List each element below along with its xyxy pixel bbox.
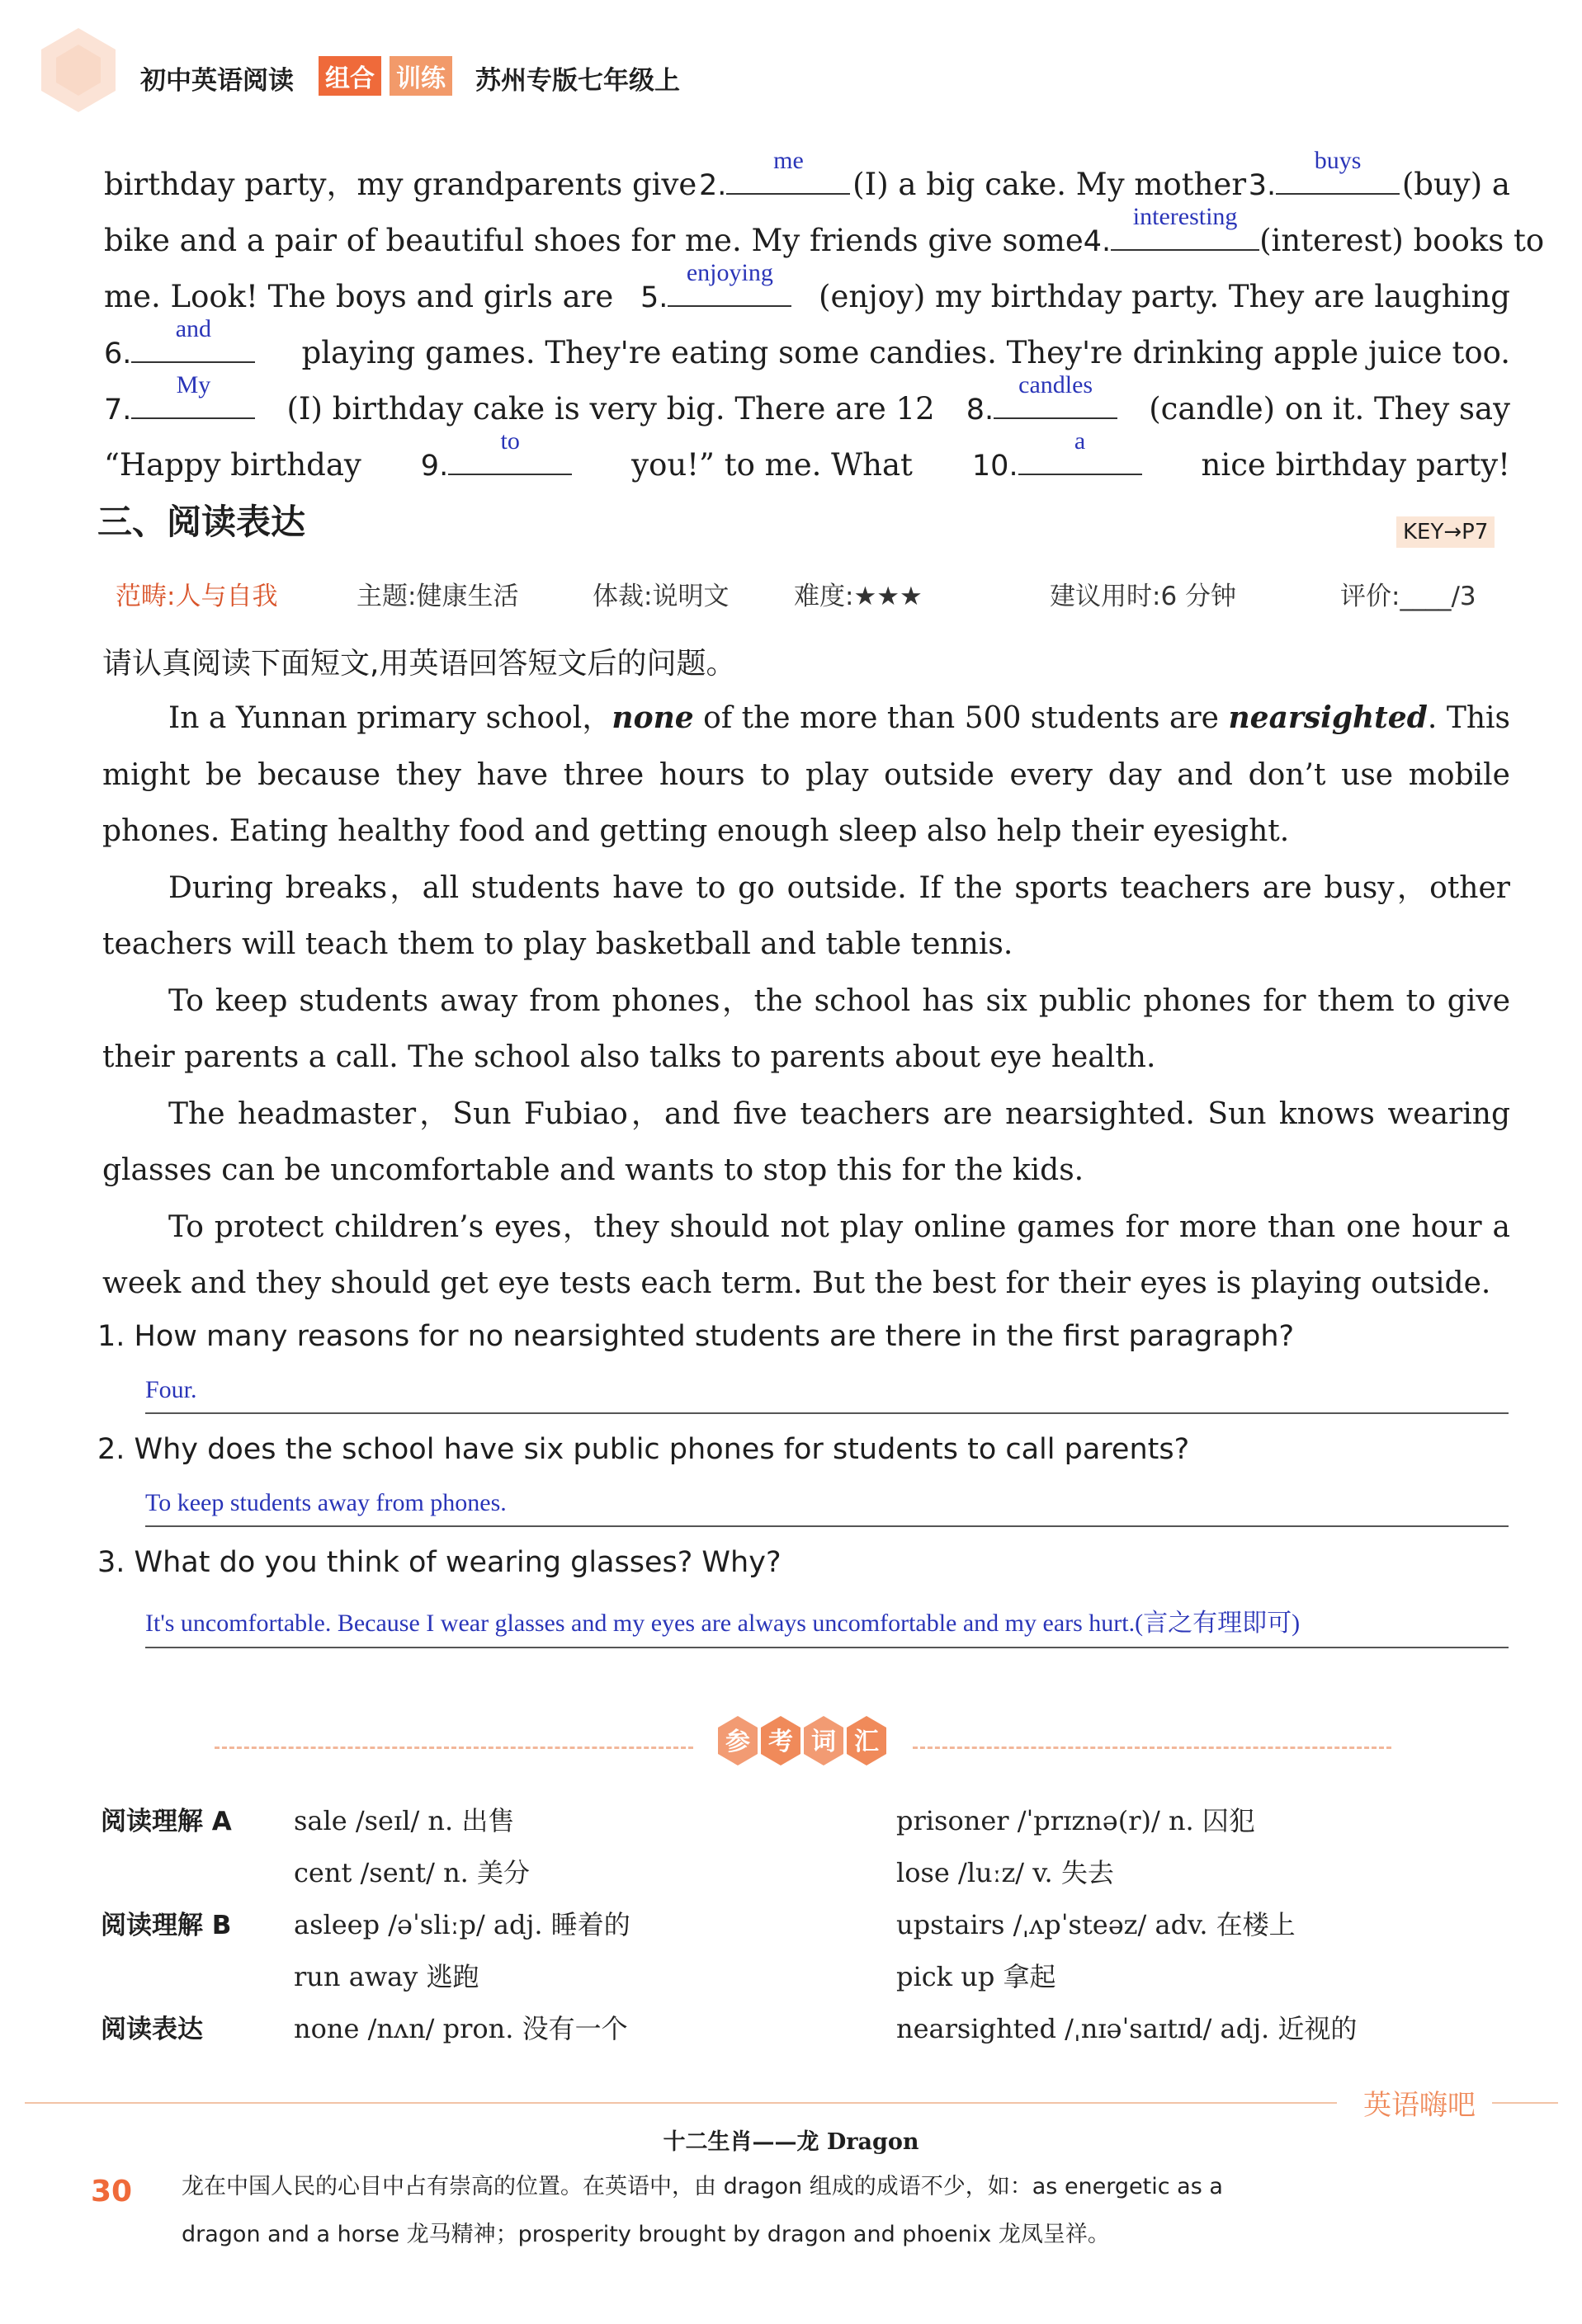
vocab-title-badge bbox=[715, 1714, 890, 1770]
blank-10 bbox=[1018, 427, 1142, 475]
blank-number: 5. bbox=[640, 281, 668, 314]
vocab-entry: prisoner /ˈprɪznə(r)/ n. 囚犯 bbox=[896, 1805, 1255, 1836]
vocab-entry: none /nʌn/ pron. 没有一个 bbox=[294, 2013, 628, 2044]
answer-8: candles bbox=[1018, 371, 1093, 398]
cloze-text: nice birthday party! bbox=[1201, 447, 1510, 483]
keyword-nearsighted: nearsighted bbox=[1228, 700, 1428, 735]
blank-number: 8. bbox=[966, 394, 994, 427]
note-text: 组成的成语不少，如： bbox=[802, 2174, 1032, 2199]
vocab-title-char: 词 bbox=[811, 1728, 836, 1756]
note-text: 龙凤呈祥。 bbox=[991, 2222, 1110, 2247]
cloze-text: bike and a pair of beautiful shoes for me. My friends give some bbox=[104, 223, 1084, 258]
meta-theme: 主题:健康生活 bbox=[357, 582, 519, 611]
cloze-line-6 bbox=[104, 427, 1510, 483]
answer-5: enjoying bbox=[686, 259, 773, 286]
vocab-title-char: 参 bbox=[725, 1728, 750, 1756]
cloze-line-2 bbox=[104, 203, 1545, 258]
instruction: 请认真阅读下面短文,用英语回答短文后的问题。 bbox=[102, 647, 736, 681]
answer-line-1[interactable]: Four. bbox=[145, 1376, 1509, 1414]
answer-line-3[interactable]: It's uncomfortable. Because I wear glasses and my eyes are always uncomfortable and my ears hurt.(言之有理即可) bbox=[145, 1602, 1509, 1648]
paragraph-text: In a Yunnan primary school， bbox=[168, 701, 612, 735]
cloze-text: (I) a big cake. My mother bbox=[852, 167, 1247, 202]
vocab-divider-right bbox=[913, 1747, 1391, 1749]
cloze-text: “Happy birthday bbox=[104, 447, 361, 483]
blank-2 bbox=[726, 147, 850, 195]
meta-genre: 体裁:说明文 bbox=[593, 582, 730, 611]
vocab-entry: nearsighted /ˌnɪəˈsaɪtɪd/ adj. 近视的 bbox=[896, 2013, 1358, 2044]
cloze-text: (candle) on it. They say bbox=[1149, 391, 1510, 427]
note-text: prosperity brought by dragon and phoenix bbox=[517, 2222, 992, 2247]
blank-6 bbox=[131, 315, 255, 363]
question-3: 3. What do you think of wearing glasses? Why? bbox=[97, 1546, 782, 1579]
vocab-entry: run away 逃跑 bbox=[294, 1961, 479, 1992]
blank-9 bbox=[448, 427, 572, 475]
cloze-text: (enjoy) my birthday party. They are laughing bbox=[819, 279, 1510, 314]
note-text: dragon and a horse bbox=[182, 2222, 400, 2247]
footer-brand: 英语嗨吧 bbox=[1363, 2089, 1476, 2122]
meta-domain: 范畴:人与自我 bbox=[116, 582, 278, 611]
blank-number: 2. bbox=[699, 169, 727, 202]
page-number: 30 bbox=[91, 2175, 133, 2209]
paragraph-5: To protect children’s eyes，they should not play online games for more than one hour a week and they should get eye tests each term. But the best for their eyes is playing outside. bbox=[102, 1209, 1510, 1300]
vocab-entry: lose /luːz/ v. 失去 bbox=[896, 1857, 1114, 1888]
vocab-divider-left bbox=[215, 1747, 693, 1749]
blank-number: 7. bbox=[104, 394, 132, 427]
cloze-text: you!” to me. What bbox=[631, 447, 913, 483]
cloze-text: (interest) books to bbox=[1259, 223, 1545, 258]
section-title: 三、阅读表达 bbox=[97, 502, 306, 542]
note-text: 龙马精神； bbox=[399, 2222, 518, 2247]
reading-passage bbox=[102, 690, 1510, 1313]
answer-2: me bbox=[773, 147, 804, 174]
vocab-title-char: 汇 bbox=[854, 1728, 879, 1756]
cloze-line-4 bbox=[104, 315, 1510, 370]
cloze-text: birthday party，my grandparents give bbox=[104, 167, 697, 202]
title-tag-training: 训练 bbox=[390, 56, 452, 96]
cloze-line-5 bbox=[104, 371, 1510, 427]
vocab-entry: pick up 拿起 bbox=[896, 1961, 1056, 1992]
cloze-text: playing games. They're eating some candies. They're drinking apple juice too. bbox=[301, 335, 1510, 370]
paragraph-1 bbox=[102, 690, 1510, 860]
answer-10: a bbox=[1074, 427, 1086, 455]
question-1: 1. How many reasons for no nearsighted students are there in the first paragraph? bbox=[97, 1320, 1295, 1353]
blank-7 bbox=[131, 371, 255, 419]
answer-4: interesting bbox=[1132, 203, 1238, 230]
cloze-text: me. Look! The boys and girls are bbox=[104, 279, 614, 314]
paragraph-2: During breaks，all students have to go outside. If the sports teachers are busy，other teachers will teach them to play basketball and table tennis. bbox=[102, 870, 1510, 961]
cloze-line-3 bbox=[104, 259, 1510, 314]
blank-4 bbox=[1111, 203, 1259, 251]
answer-3: buys bbox=[1314, 147, 1362, 174]
vocab-label-a: 阅读理解 A bbox=[101, 1807, 232, 1836]
book-title: 初中英语阅读 bbox=[140, 66, 294, 96]
header-hexagon-decoration bbox=[33, 25, 124, 115]
paragraph-text: . This might be because they have three hours to play outside every day and don’t use mobile phones. Eating healthy food and getting enough sleep also help their eyesight. bbox=[102, 701, 1510, 848]
answer-line-2[interactable]: To keep students away from phones. bbox=[145, 1489, 1509, 1527]
footer-rule bbox=[25, 2102, 1337, 2104]
vocab-entry: sale /seɪl/ n. 出售 bbox=[294, 1805, 515, 1836]
blank-number: 6. bbox=[104, 337, 132, 370]
vocab-title-char: 考 bbox=[768, 1728, 793, 1756]
zodiac-title: 十二生肖——龙 Dragon bbox=[663, 2129, 919, 2155]
blank-number: 3. bbox=[1248, 169, 1277, 202]
dragon-note-line-1 bbox=[182, 2163, 1411, 2211]
meta-time: 建议用时:6 分钟 bbox=[1050, 582, 1237, 611]
question-2: 2. Why does the school have six public phones for students to call parents? bbox=[97, 1433, 1190, 1466]
keyword-none: none bbox=[612, 700, 694, 735]
answer-7: My bbox=[176, 371, 211, 398]
meta-difficulty: 难度:★★★ bbox=[794, 582, 923, 611]
title-tag-combo: 组合 bbox=[319, 56, 381, 96]
dragon-note-line-2 bbox=[182, 2211, 1411, 2259]
vocab-label-expression: 阅读表达 bbox=[101, 2015, 203, 2044]
blank-3 bbox=[1276, 147, 1400, 195]
vocab-entry: asleep /əˈsliːp/ adj. 睡着的 bbox=[294, 1909, 630, 1940]
note-text: dragon bbox=[723, 2174, 803, 2199]
paragraph-4: The headmaster，Sun Fubiao，and five teachers are nearsighted. Sun knows wearing glasses can be uncomfortable and wants to stop this for the kids. bbox=[102, 1096, 1510, 1187]
answer-key-link[interactable]: KEY→P7 bbox=[1396, 516, 1495, 548]
vocab-entry: upstairs /ˌʌpˈsteəz/ adv. 在楼上 bbox=[896, 1909, 1296, 1940]
meta-score: 评价:____/3 bbox=[1340, 582, 1476, 611]
note-text: 龙在中国人民的心目中占有崇高的位置。在英语中，由 bbox=[182, 2174, 724, 2199]
answer-9: to bbox=[500, 427, 520, 455]
vocab-entry: cent /sent/ n. 美分 bbox=[294, 1857, 531, 1888]
paragraph-text: of the more than 500 students are bbox=[693, 701, 1229, 735]
cloze-line-1 bbox=[104, 147, 1510, 204]
blank-number: 10. bbox=[971, 450, 1018, 483]
blank-5 bbox=[668, 259, 791, 307]
blank-number: 9. bbox=[420, 450, 449, 483]
cloze-text: (buy) a bbox=[1401, 167, 1510, 202]
footer-rule-end bbox=[1492, 2102, 1558, 2104]
cloze-text: (I) birthday cake is very big. There are 12 bbox=[286, 391, 935, 427]
blank-number: 4. bbox=[1083, 225, 1112, 258]
vocab-label-b: 阅读理解 B bbox=[101, 1911, 232, 1940]
blank-8 bbox=[994, 371, 1117, 419]
note-text: as energetic as a bbox=[1032, 2174, 1223, 2199]
paragraph-3: To keep students away from phones，the school has six public phones for them to give their parents a call. The school also talks to parents about eye health. bbox=[102, 983, 1510, 1074]
book-edition: 苏州专版七年级上 bbox=[475, 66, 680, 96]
answer-6: and bbox=[175, 315, 212, 342]
